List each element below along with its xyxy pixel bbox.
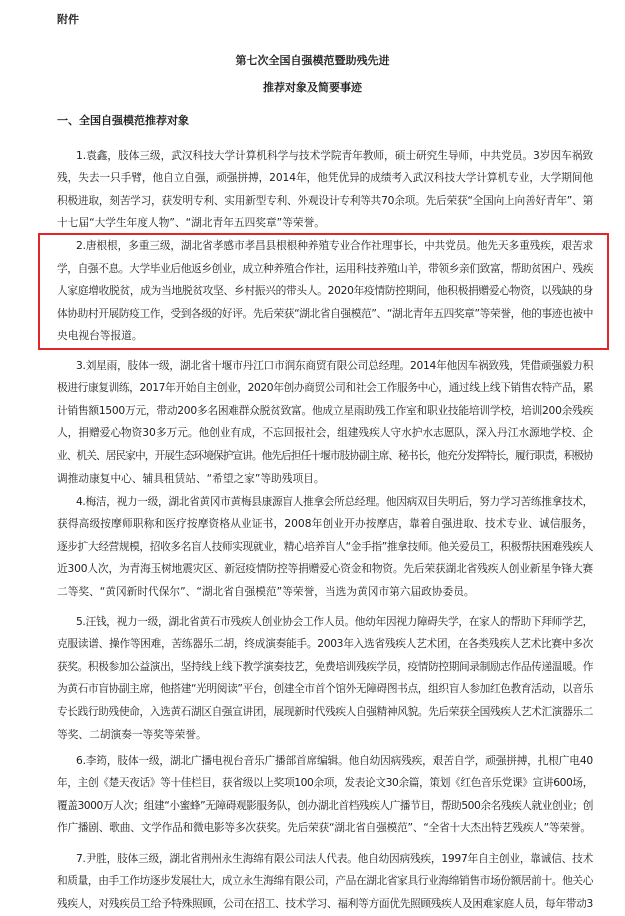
- entry-line: 作广播剧、歌曲、文学作品和微电影等多次获奖。先后荣获“湖北省自强模范”、“全省十大杰出特艺残疾人”等荣誉。: [57, 821, 591, 835]
- entry-line: 7.尹胜，肢体三级，湖北省荆州永生海绵有限公司法人代表。他自幼因病残疾，1997年自主创业，靠诚信、技术: [76, 851, 593, 865]
- entry-line: 5.汪钱，视力一级，湖北省黄石市残疾人创业协会工作人员。他幼年因视力障碍失学，在家人的帮助下拜师学艺，: [76, 614, 593, 628]
- candidate-entry-2: [57, 235, 593, 348]
- entry-line: 调推动康复中心、辅具租赁站、“希望之家”等助残项目。: [57, 471, 325, 485]
- entry-line: 获奖。积极参加公益演出，坚持线上线下教学演奏技艺，免费培训残疾学员，疫情防控期间录制励志作品传递温暖。作: [57, 659, 593, 673]
- entry-line: 3.刘星雨，肢体一级，湖北省十堰市丹江口市润东商贸有限公司总经理。2014年他因车祸致残，凭借顽强毅力积: [76, 358, 593, 372]
- entry-line: 二等奖、“黄冈新时代保尔”、“湖北省自强模范”等荣誉，当选为黄冈市第六届政协委员。: [57, 585, 475, 599]
- entry-line: 残疾人，对残疾员工给予特殊照顾，公司在招工、技术学习、福利等方面优先照顾残疾人及困难家庭人员，每年带动3: [57, 896, 593, 910]
- candidate-entry-7: [57, 848, 593, 916]
- entry-line: 等奖、二胡演奏一等奖等荣誉。: [57, 727, 207, 741]
- entry-line: 央电视台等报道。: [57, 329, 143, 343]
- entry-line: 十七届“大学生年度人物”、“湖北青年五四奖章”等荣誉。: [57, 216, 325, 230]
- entry-line: 残，失去一只手臂，他自立自强，顽强拼搏，2014年，他凭优异的成绩考入武汉科技大学计算机专业，大学期间他: [57, 171, 593, 185]
- entry-line: 体协助村开展防疫工作，受到各级的好评。先后荣获“湖北省自强模范”、“湖北青年五四奖章”等荣誉，他的事迹也被中: [57, 306, 593, 320]
- attachment-label: 附件: [57, 13, 79, 26]
- document-title: 第七次全国自强模范暨助残先进: [235, 54, 390, 67]
- entry-line: 人家庭增收脱贫，成为当地脱贫攻坚、乡村振兴的带头人。2020年疫情防控期间，他积极捐赠爱心物资，以残缺的身: [57, 284, 593, 298]
- entry-line: 积极进取，刻苦学习，获发明专利、实用新型专利、外观设计专利等共70余项。先后荣获“全国向上向善好青年”、第: [57, 193, 593, 207]
- entry-line: 为黄石市盲协副主席，他搭建“光明阅读”平台，创建全市首个馆外无障碍图书点，组织盲人参加红色教育活动，以音乐: [57, 682, 593, 696]
- entry-line: 6.李筠，肢体一级，湖北广播电视台音乐广播部首席编辑。他自幼因病残疾，艰苦自学，顽强拼搏，扎根广电40: [76, 753, 593, 767]
- candidate-entry-3: [57, 355, 593, 491]
- entry-line: 人，捐赠爱心物资30多万元。他创业有成，不忘回报社会，组建残疾人守水护水志愿队，深入丹江水源地学校、企: [57, 426, 593, 440]
- entry-line: 覆盖3000万人次；组建“小蜜蜂”无障碍观影服务队，创办湖北首档残疾人广播节目，帮助500余名残疾人就业创业；创: [57, 798, 593, 812]
- entry-line: 1.袁鑫，肢体三级，武汉科技大学计算机科学与技术学院青年教师，硕士研究生导师，中共党员。3岁因车祸致: [76, 148, 593, 162]
- candidate-entry-1: [57, 145, 593, 235]
- entry-line: 极进行康复训练，2017年开始自主创业，2020年创办商贸公司和社会工作服务中心，通过线上线下销售农特产品，累: [57, 381, 593, 395]
- entry-line: 2.唐根根，多重三级，湖北省孝感市孝昌县根根种养殖专业合作社理事长，中共党员。他先天多重残疾，艰苦求: [76, 239, 593, 252]
- highlight-box: [38, 233, 609, 350]
- section-heading: 一、全国自强模范推荐对象: [57, 114, 189, 127]
- document-subtitle: 推荐对象及简要事迹: [263, 81, 362, 94]
- entry-line: 年，主创《楚天夜话》等十佳栏目，获省级以上奖项100余项，发表论文30余篇，策划《红色音乐党课》宣讲600场，: [57, 776, 593, 790]
- entry-line: 专长践行助残使命，入选黄石湖区自强宣讲团，展现新时代残疾人自强精神风貌。先后荣获全国残疾人艺术汇演器乐二: [57, 705, 593, 719]
- entry-line: 4.梅洁，视力一级，湖北省黄冈市黄梅县康源盲人推拿会所总经理。他因病双目失明后，努力学习苦练推拿技术，: [76, 494, 593, 508]
- entry-line: 学，自强不息。大学毕业后他返乡创业，成立种养殖合作社，运用科技养殖山羊，带领乡亲们致富，帮助贫困户、残疾: [57, 261, 593, 275]
- entry-line: 获得高级按摩师职称和医疗按摩资格从业证书，2008年创业开办按摩店，靠着自强进取、技术专业、诚信服务，: [57, 517, 593, 531]
- candidate-entry-5: [57, 611, 593, 747]
- entry-line: 近300人次，为青海玉树地震灾区、新冠疫情防控等捐赠爱心资金和物资。先后荣获湖北省残疾人创业新星争锋大赛: [57, 562, 593, 576]
- candidate-entry-4: [57, 491, 593, 604]
- entry-line: 逐步扩大经营规模，招收多名盲人技师实现就业，精心培养盲人“金手指”推拿技师。他关爱员工，积极帮扶困难残疾人: [57, 539, 593, 553]
- entry-line: 业、机关、居民家中，开展生态环境保护宣讲。他先后担任十堰市肢协副主席、秘书长，他充分发挥特长，履行职责，积极协: [57, 449, 593, 463]
- candidate-entry-6: [57, 750, 593, 840]
- entry-line: 和质量，由手工作坊逐步发展壮大，成立永生海绵有限公司，产品在湖北省家具行业海绵销售市场份额居前十。他关心: [57, 874, 593, 888]
- entry-line: 克服读谱、操作等困难，苦练器乐二胡，终成演奏能手。2003年入选省残疾人艺术团，在各类残疾人艺术比赛中多次: [57, 637, 593, 651]
- entry-line: 计销售额1500万元，带动200多名困难群众脱贫致富。他成立星雨助残工作室和职业技能培训学校，培训200余残疾: [57, 403, 593, 417]
